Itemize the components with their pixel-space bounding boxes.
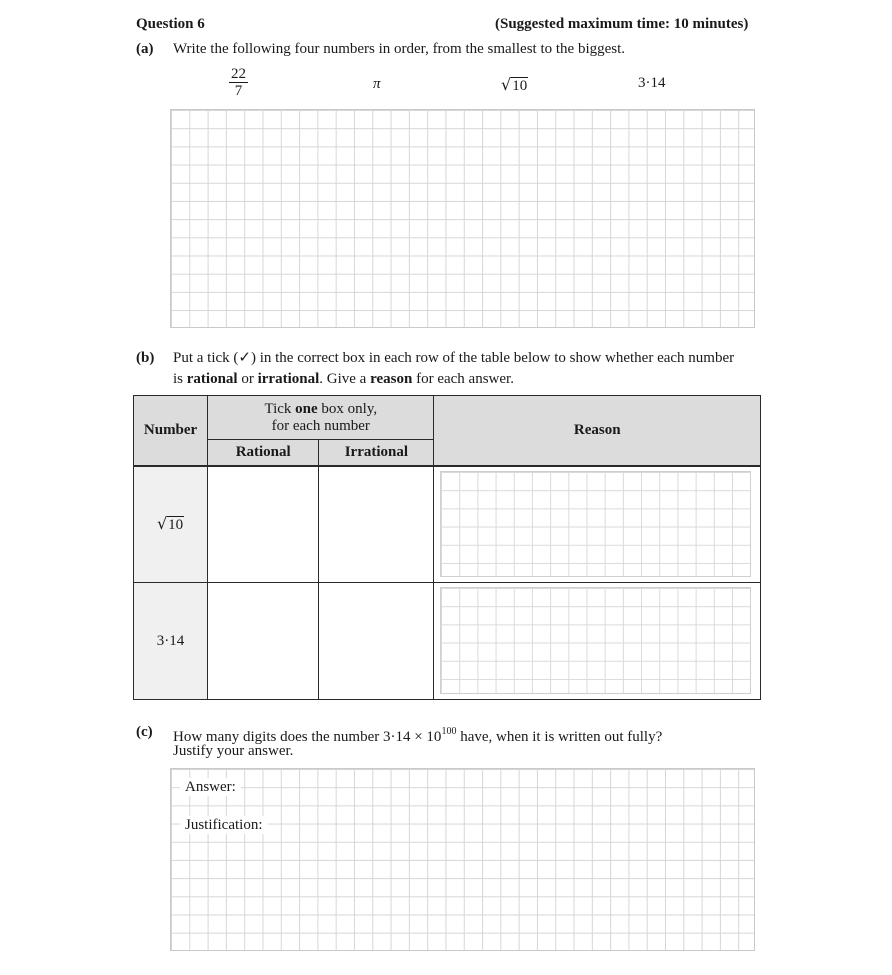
header-irrational: Irrational	[319, 440, 434, 466]
part-c-q-pre: How many digits does the number 3·14 × 10	[173, 729, 442, 745]
number-fraction	[229, 66, 248, 100]
word-irrational: irrational	[257, 371, 320, 387]
part-c-label: (c)	[136, 724, 153, 740]
part-b-text-is: is	[173, 371, 187, 387]
part-b-text-post: for each answer.	[412, 371, 514, 387]
tick-text-one: one	[295, 400, 318, 417]
number-decimal: 3·14	[638, 75, 666, 91]
header-tick-instruction	[208, 396, 434, 440]
row-sqrt10-number: √10	[134, 466, 208, 583]
word-reason: reason	[370, 371, 413, 387]
header-number: Number	[134, 396, 208, 466]
answer-label: Answer:	[180, 778, 241, 796]
part-b-label: (b)	[136, 350, 155, 366]
number-sqrt10: √10	[501, 75, 528, 94]
answer-grid-c[interactable]	[170, 768, 755, 951]
part-a-label: (a)	[136, 41, 154, 57]
part-b-line1: Put a tick (✓) in the correct box in each row of the table below to show whether each number	[173, 350, 735, 366]
row-314-reason[interactable]	[434, 583, 761, 700]
part-c-q-post: have, when it is written out fully?	[456, 729, 663, 745]
tick-text-post: box only,	[317, 400, 378, 417]
row-sqrt10-irrational-box[interactable]	[319, 466, 434, 583]
word-rational: rational	[186, 371, 238, 387]
reason-grid-2[interactable]	[440, 587, 751, 694]
row-sqrt10-rational-box[interactable]	[208, 466, 319, 583]
part-c-exponent: 100	[441, 726, 457, 737]
part-c-justify: Justify your answer.	[173, 743, 294, 759]
header-reason: Reason	[434, 396, 761, 466]
row-sqrt10-radicand: 10	[168, 517, 184, 534]
part-b-text-give: . Give a	[319, 371, 371, 387]
fraction-denominator: 7	[234, 83, 243, 99]
part-b-text-or: or	[237, 371, 258, 387]
time-note: (Suggested maximum time: 10 minutes)	[495, 16, 749, 32]
part-a-instruction: Write the following four numbers in order, from the smallest to the biggest.	[173, 41, 626, 57]
sqrt-radicand: 10	[512, 78, 528, 94]
part-b-line2	[173, 370, 514, 388]
number-pi: π	[373, 76, 381, 92]
tick-line1	[208, 401, 433, 418]
row-314-rational-box[interactable]	[208, 583, 319, 700]
row-314-number: 3·14	[134, 583, 208, 700]
row-314-irrational-box[interactable]	[319, 583, 434, 700]
tick-line2: for each number	[271, 417, 370, 434]
row-sqrt10-reason[interactable]	[434, 466, 761, 583]
fraction-numerator: 22	[231, 66, 246, 82]
answer-grid-a[interactable]	[170, 109, 755, 328]
rational-irrational-table	[133, 395, 761, 700]
justification-label: Justification:	[180, 816, 268, 834]
question-title: Question 6	[136, 16, 205, 32]
header-rational: Rational	[208, 440, 319, 466]
reason-grid-1[interactable]	[440, 471, 751, 578]
tick-text-pre: Tick	[264, 400, 296, 417]
